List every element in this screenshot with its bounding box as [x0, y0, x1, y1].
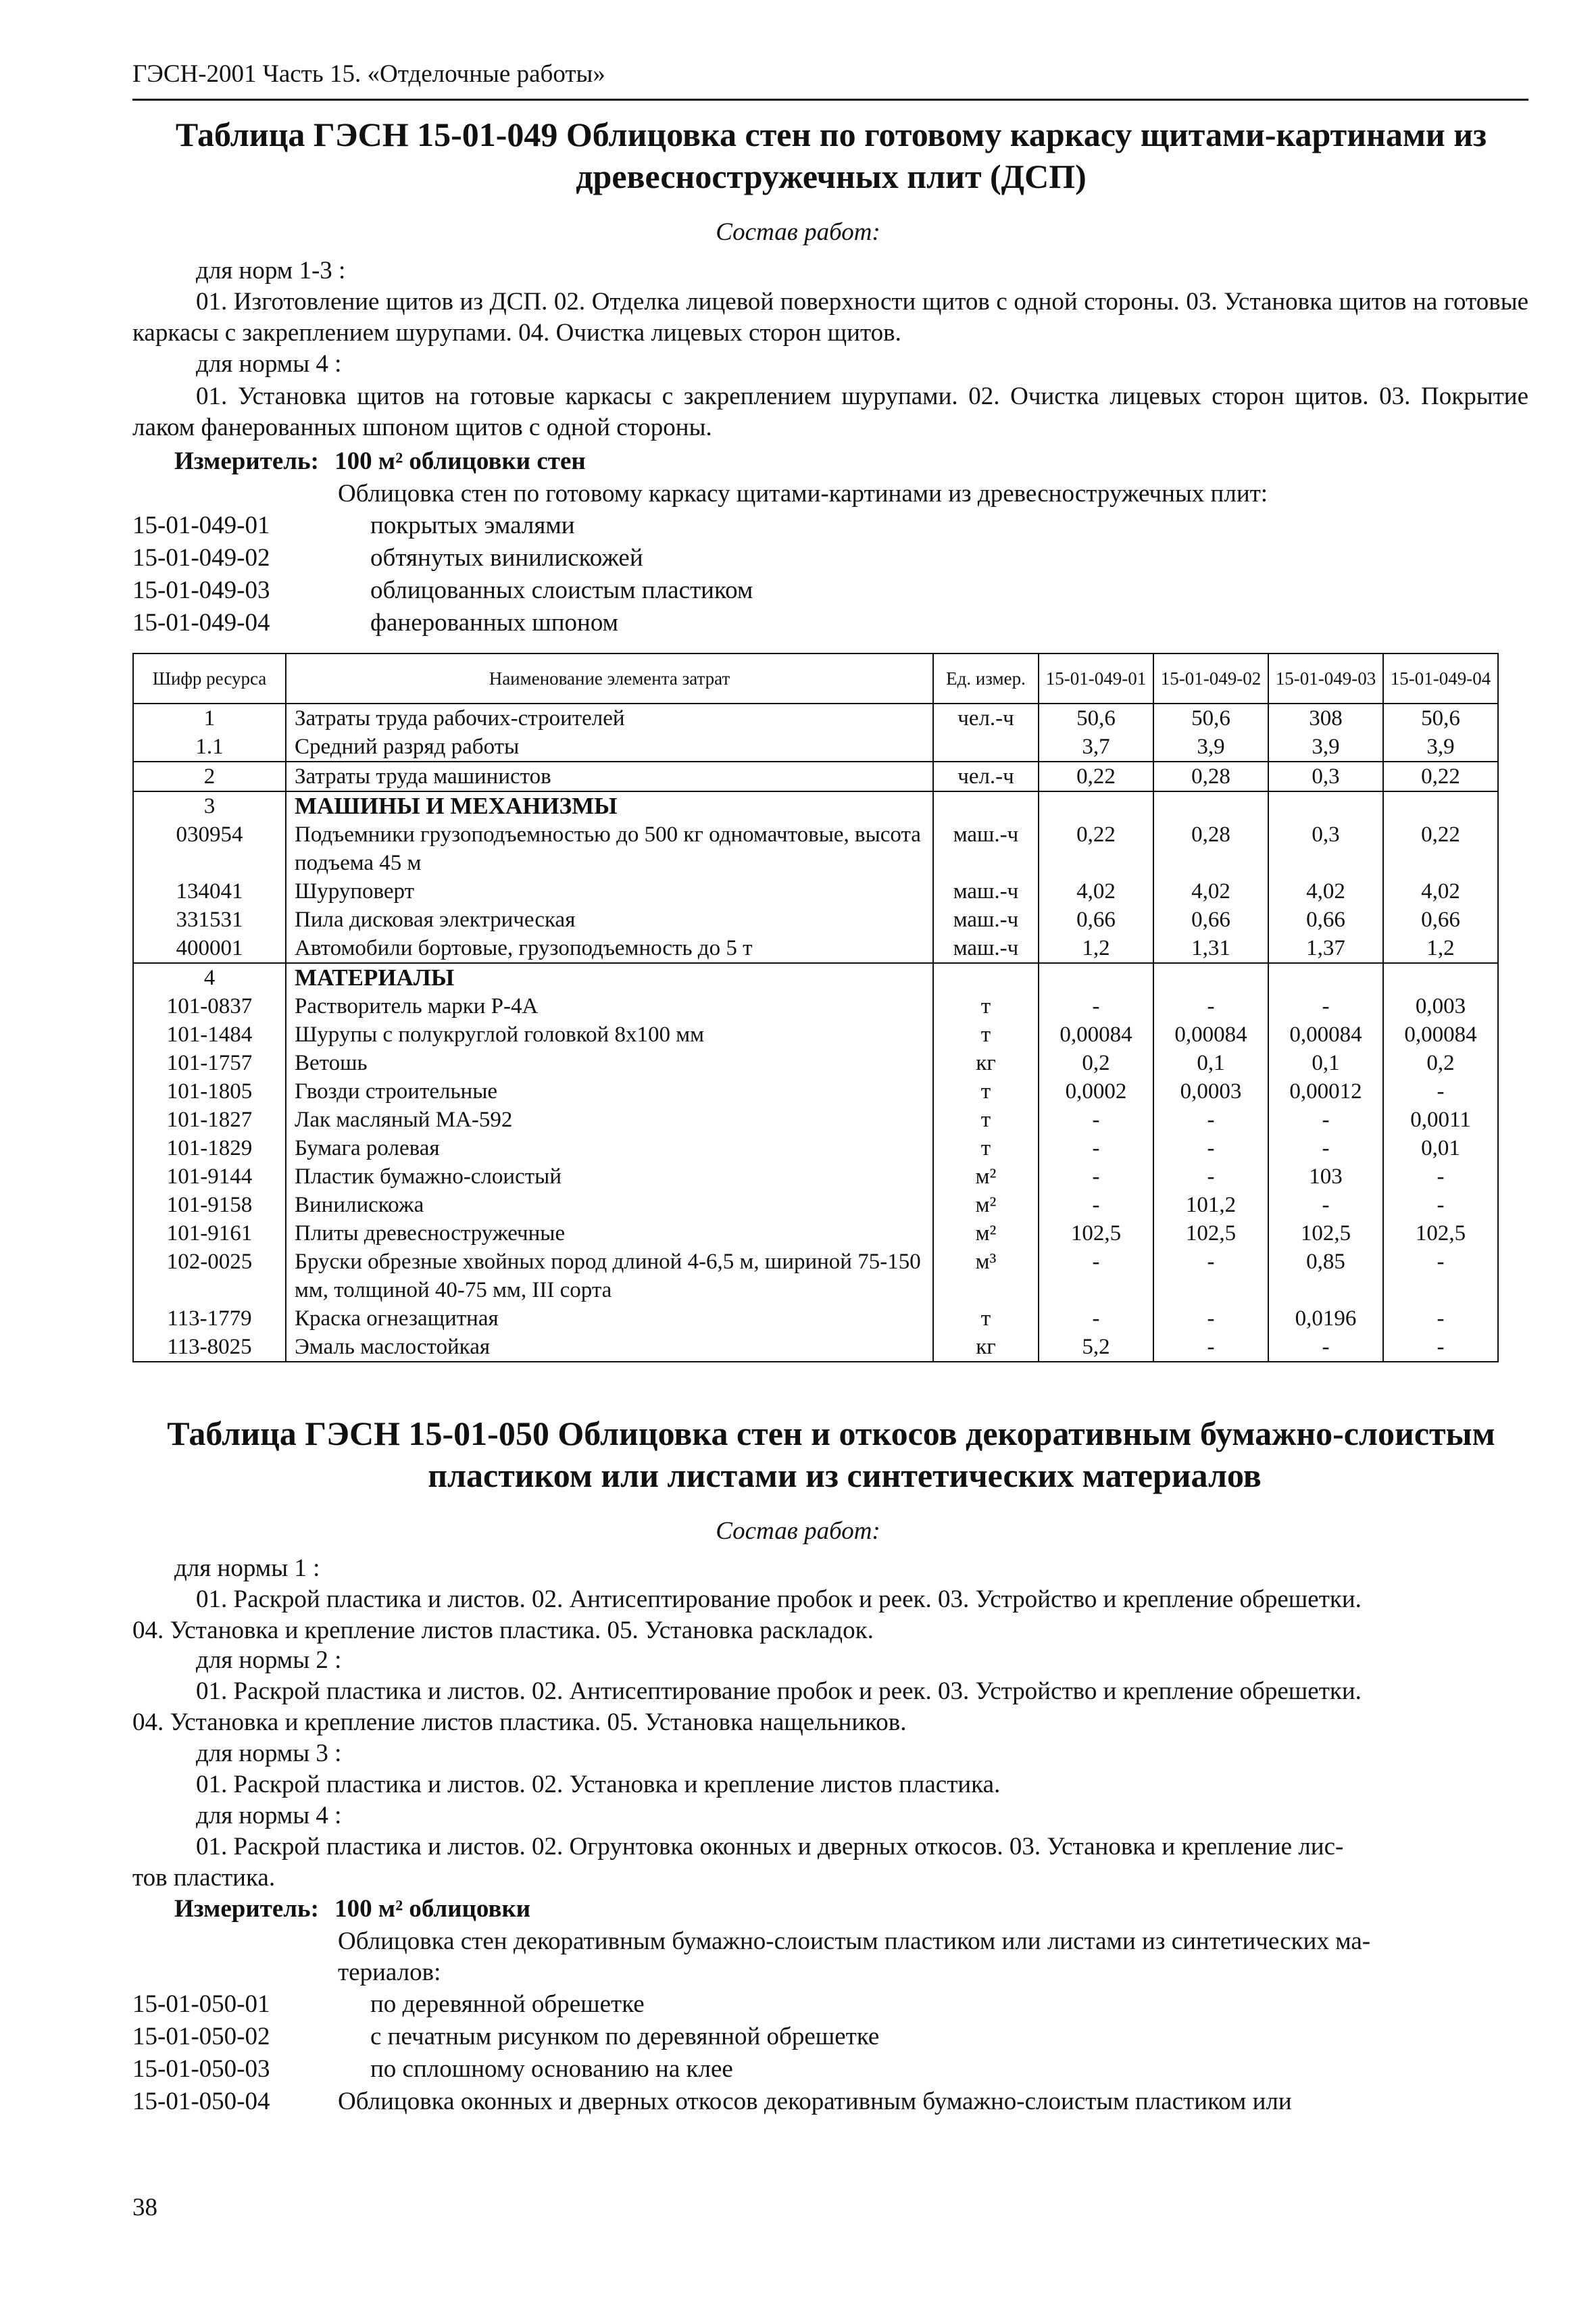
norm-description: облицованных слоистым пластиком: [370, 576, 753, 604]
table-050-title-line2: пластиком или листами из синтетических материалов: [428, 1456, 1262, 1494]
value-cell: 50,6: [1039, 704, 1153, 733]
sostav-rabot-label: Состав работ:: [716, 218, 880, 246]
norm-description: покрытых эмалями: [370, 512, 575, 539]
table-049-title-line1: Таблица ГЭСН 15-01-049 Облицовка стен по готовому каркасу щитами-картинами из: [175, 116, 1487, 153]
table-row: [133, 1077, 1498, 1106]
value-cell: 1,2: [1383, 934, 1498, 963]
value-cell: 0,003: [1383, 992, 1498, 1020]
value-cell: 0,0011: [1383, 1106, 1498, 1134]
table-050-title: [101, 1412, 1561, 1496]
norm-description: Облицовка оконных и дверных откосов декоративным бумажно-слоистым пластиком или: [338, 2088, 1292, 2115]
resource-name-cell: Гвозди строительные: [286, 1077, 933, 1106]
meter-label: Измеритель:: [174, 1895, 319, 1923]
table-050-title-line1: Таблица ГЭСН 15-01-050 Облицовка стен и откосов декоративным бумажно-слоистым: [167, 1414, 1495, 1452]
column-header: 15-01-049-01: [1039, 654, 1153, 704]
value-cell: 0,22: [1383, 762, 1498, 791]
resource-name-cell: Ветошь: [286, 1049, 933, 1077]
value-cell: 0,66: [1153, 906, 1268, 934]
value-cell: [1268, 963, 1383, 992]
value-cell: [1153, 963, 1268, 992]
column-header: 15-01-049-02: [1153, 654, 1268, 704]
table-row: [133, 934, 1498, 963]
value-cell: 4,02: [1383, 877, 1498, 906]
unit-cell: м²: [933, 1162, 1039, 1191]
page-number: 38: [132, 2194, 157, 2221]
norm-code: 15-01-049-02: [132, 544, 270, 572]
value-cell: 3,9: [1383, 733, 1498, 762]
norm-text: 01. Раскрой пластика и листов. 02. Антисептирование пробок и реек. 03. Устройство и крепление обрешетки.: [196, 1585, 1362, 1613]
codes-intro: Облицовка стен декоративным бумажно-слоистым пластиком или листами из синтетических ма-: [338, 1927, 1371, 1955]
value-cell: 0,66: [1383, 906, 1498, 934]
meter: [174, 446, 586, 477]
table-row: [133, 820, 1498, 877]
norm-text: 01. Раскрой пластика и листов. 02. Огрунтовка оконных и дверных откосов. 03. Установка и крепление лис-: [196, 1833, 1344, 1861]
value-cell: [1039, 791, 1153, 820]
resource-code-cell: 030954: [133, 820, 286, 877]
value-cell: -: [1039, 1106, 1153, 1134]
value-cell: 0,00012: [1268, 1077, 1383, 1106]
resource-name-cell: Винилискожа: [286, 1191, 933, 1219]
table-row: [133, 1162, 1498, 1191]
value-cell: 0,66: [1268, 906, 1383, 934]
resource-name-cell: Эмаль маслостойкая: [286, 1333, 933, 1362]
table-row: [133, 1020, 1498, 1049]
value-cell: 3,7: [1039, 733, 1153, 762]
unit-cell: маш.-ч: [933, 877, 1039, 906]
column-header: Ед. измер.: [933, 654, 1039, 704]
resource-code-cell: 101-1829: [133, 1134, 286, 1162]
table-row: [133, 877, 1498, 906]
unit-cell: т: [933, 992, 1039, 1020]
unit-cell: м²: [933, 1191, 1039, 1219]
value-cell: 0,0003: [1153, 1077, 1268, 1106]
value-cell: 0,01: [1383, 1134, 1498, 1162]
value-cell: 0,2: [1039, 1049, 1153, 1077]
resource-code-cell: 101-9161: [133, 1219, 286, 1248]
norm-label: для нормы 2 :: [196, 1646, 342, 1674]
column-header: 15-01-049-03: [1268, 654, 1383, 704]
norm-text: тов пластика.: [132, 1864, 276, 1892]
table-header-row: [133, 654, 1498, 704]
unit-cell: маш.-ч: [933, 934, 1039, 963]
value-cell: 1,31: [1153, 934, 1268, 963]
value-cell: -: [1383, 1248, 1498, 1304]
column-header: Наименование элемента затрат: [286, 654, 933, 704]
resource-code-cell: 3: [133, 791, 286, 820]
unit-cell: м³: [933, 1248, 1039, 1304]
resource-name-cell: Автомобили бортовые, грузоподъемность до 5 т: [286, 934, 933, 963]
value-cell: 0,3: [1268, 820, 1383, 877]
unit-cell: т: [933, 1304, 1039, 1333]
value-cell: 0,2: [1383, 1049, 1498, 1077]
norm-description: по сплошному основанию на клее: [370, 2055, 733, 2083]
resource-code-cell: 1: [133, 704, 286, 733]
section-row: [133, 791, 1498, 820]
value-cell: -: [1153, 1333, 1268, 1362]
value-cell: 0,28: [1153, 762, 1268, 791]
norm-text: 01. Раскрой пластика и листов. 02. Установка и крепление листов пластика.: [196, 1771, 1001, 1798]
norm-code: 15-01-050-04: [132, 2088, 270, 2115]
resource-code-cell: 102-0025: [133, 1248, 286, 1304]
value-cell: 50,6: [1383, 704, 1498, 733]
resources-table: [132, 653, 1499, 1362]
norm-text: 04. Установка и крепление листов пластика. 05. Установка раскладок.: [132, 1617, 874, 1644]
resource-name-cell: Подъемники грузоподъемностью до 500 кг одномачтовые, высота подъема 45 м: [286, 820, 933, 877]
value-cell: 4,02: [1268, 877, 1383, 906]
resource-name-cell: Бруски обрезные хвойных пород длиной 4-6,5 м, шириной 75-150 мм, толщиной 40-75 мм, III сорта: [286, 1248, 933, 1304]
table-row: [133, 704, 1498, 733]
value-cell: -: [1268, 1333, 1383, 1362]
value-cell: 102,5: [1153, 1219, 1268, 1248]
unit-cell: т: [933, 1134, 1039, 1162]
header-rule: [132, 99, 1528, 101]
meter-label: Измеритель:: [174, 447, 319, 475]
norm-description: обтянутых винилискожей: [370, 544, 643, 572]
meter: [174, 1894, 530, 1925]
norm-label: для нормы 1 :: [174, 1554, 320, 1582]
unit-cell: [933, 963, 1039, 992]
value-cell: -: [1383, 1162, 1498, 1191]
resource-code-cell: 1.1: [133, 733, 286, 762]
section-row: [133, 963, 1498, 992]
value-cell: 0,1: [1153, 1049, 1268, 1077]
resource-code-cell: 400001: [133, 934, 286, 963]
unit-cell: [933, 791, 1039, 820]
value-cell: -: [1268, 992, 1383, 1020]
table-row: [133, 762, 1498, 791]
table-row: [133, 906, 1498, 934]
value-cell: 0,0002: [1039, 1077, 1153, 1106]
value-cell: 4,02: [1153, 877, 1268, 906]
table-row: [133, 1191, 1498, 1219]
unit-cell: т: [933, 1020, 1039, 1049]
resource-code-cell: 101-1827: [133, 1106, 286, 1134]
value-cell: 0,0196: [1268, 1304, 1383, 1333]
value-cell: 1,2: [1039, 934, 1153, 963]
norm-label: для нормы 3 :: [196, 1740, 342, 1767]
norm-text: 01. Раскрой пластика и листов. 02. Антисептирование пробок и реек. 03. Устройство и крепление обрешетки.: [196, 1677, 1362, 1705]
resource-name-cell: Затраты труда рабочих-строителей: [286, 704, 933, 733]
table-row: [133, 1219, 1498, 1248]
norm-code: 15-01-049-04: [132, 609, 270, 637]
norm-code: 15-01-050-03: [132, 2055, 270, 2083]
table-049-title: [101, 114, 1561, 197]
resource-code-cell: 101-9144: [133, 1162, 286, 1191]
column-header: Шифр ресурса: [133, 654, 286, 704]
running-header: ГЭСН-2001 Часть 15. «Отделочные работы»: [132, 60, 605, 88]
resource-name-cell: Средний разряд работы: [286, 733, 933, 762]
value-cell: 0,00084: [1039, 1020, 1153, 1049]
norm-code: 15-01-049-01: [132, 512, 270, 539]
value-cell: -: [1268, 1134, 1383, 1162]
value-cell: -: [1153, 1106, 1268, 1134]
value-cell: 308: [1268, 704, 1383, 733]
unit-cell: [933, 733, 1039, 762]
table-row: [133, 1049, 1498, 1077]
sostav-rabot-label: Состав работ:: [716, 1517, 880, 1545]
codes-intro: Облицовка стен по готовому каркасу щитами-картинами из древесностружечных плит:: [338, 480, 1268, 508]
resource-name-cell: Пластик бумажно-слоистый: [286, 1162, 933, 1191]
value-cell: -: [1268, 1191, 1383, 1219]
value-cell: [1039, 963, 1153, 992]
unit-cell: т: [933, 1077, 1039, 1106]
norm-description: с печатным рисунком по деревянной обрешетке: [370, 2023, 880, 2050]
value-cell: [1268, 791, 1383, 820]
value-cell: -: [1153, 1162, 1268, 1191]
value-cell: 102,5: [1039, 1219, 1153, 1248]
unit-cell: маш.-ч: [933, 906, 1039, 934]
norm-description: фанерованных шпоном: [370, 609, 619, 637]
value-cell: 0,66: [1039, 906, 1153, 934]
table-row: [133, 1248, 1498, 1304]
resource-code-cell: 134041: [133, 877, 286, 906]
value-cell: -: [1383, 1333, 1498, 1362]
unit-cell: чел.-ч: [933, 704, 1039, 733]
table-row: [133, 1333, 1498, 1362]
resource-code-cell: 101-9158: [133, 1191, 286, 1219]
value-cell: 0,3: [1268, 762, 1383, 791]
value-cell: 0,22: [1383, 820, 1498, 877]
resource-name-cell: Шурупы с полукруглой головкой 8х100 мм: [286, 1020, 933, 1049]
unit-cell: м²: [933, 1219, 1039, 1248]
value-cell: [1383, 791, 1498, 820]
resource-name-cell: Шуруповерт: [286, 877, 933, 906]
value-cell: 1,37: [1268, 934, 1383, 963]
norm-description: по деревянной обрешетке: [370, 1990, 645, 2018]
unit-cell: маш.-ч: [933, 820, 1039, 877]
table-row: [133, 992, 1498, 1020]
resource-name-cell: Бумага ролевая: [286, 1134, 933, 1162]
value-cell: 5,2: [1039, 1333, 1153, 1362]
value-cell: 3,9: [1268, 733, 1383, 762]
resource-code-cell: 113-8025: [133, 1333, 286, 1362]
value-cell: 0,00084: [1153, 1020, 1268, 1049]
value-cell: [1153, 791, 1268, 820]
value-cell: -: [1153, 1304, 1268, 1333]
resource-name-cell: МАТЕРИАЛЫ: [286, 963, 933, 992]
resource-name-cell: Краска огнезащитная: [286, 1304, 933, 1333]
norm-text: 04. Установка и крепление листов пластика. 05. Установка нащельников.: [132, 1708, 907, 1736]
value-cell: -: [1153, 1134, 1268, 1162]
resource-name-cell: Затраты труда машинистов: [286, 762, 933, 791]
unit-cell: кг: [933, 1333, 1039, 1362]
value-cell: -: [1383, 1191, 1498, 1219]
norm-code: 15-01-049-03: [132, 576, 270, 604]
value-cell: 0,28: [1153, 820, 1268, 877]
norm-text: 01. Изготовление щитов из ДСП. 02. Отделка лицевой поверхности щитов с одной стороны. 03. Установка щитов на готовые каркасы с закреплением шурупами. 04. Очистка лицевых сторон щитов.: [132, 288, 1528, 347]
value-cell: -: [1039, 992, 1153, 1020]
resource-code-cell: 101-1484: [133, 1020, 286, 1049]
value-cell: 0,1: [1268, 1049, 1383, 1077]
value-cell: 103: [1268, 1162, 1383, 1191]
resource-code-cell: 331531: [133, 906, 286, 934]
value-cell: 102,5: [1268, 1219, 1383, 1248]
resource-code-cell: 101-0837: [133, 992, 286, 1020]
resource-name-cell: Растворитель марки Р-4А: [286, 992, 933, 1020]
value-cell: -: [1153, 1248, 1268, 1304]
resource-code-cell: 113-1779: [133, 1304, 286, 1333]
value-cell: 0,22: [1039, 762, 1153, 791]
column-header: 15-01-049-04: [1383, 654, 1498, 704]
value-cell: 101,2: [1153, 1191, 1268, 1219]
norm-label: для нормы 4 :: [196, 350, 342, 378]
meter-value: 100 м² облицовки: [334, 1895, 531, 1923]
value-cell: 102,5: [1383, 1219, 1498, 1248]
norm-label: для норм 1-3 :: [196, 257, 346, 285]
unit-cell: т: [933, 1106, 1039, 1134]
value-cell: 0,00084: [1383, 1020, 1498, 1049]
value-cell: -: [1383, 1077, 1498, 1106]
unit-cell: чел.-ч: [933, 762, 1039, 791]
norm-label: для нормы 4 :: [196, 1802, 342, 1829]
value-cell: -: [1268, 1106, 1383, 1134]
resource-name-cell: МАШИНЫ И МЕХАНИЗМЫ: [286, 791, 933, 820]
value-cell: 0,00084: [1268, 1020, 1383, 1049]
table-row: [133, 1134, 1498, 1162]
table-row: [133, 1304, 1498, 1333]
norm-code: 15-01-050-02: [132, 2023, 270, 2050]
codes-intro: териалов:: [338, 1959, 441, 1986]
value-cell: -: [1039, 1304, 1153, 1333]
value-cell: 0,22: [1039, 820, 1153, 877]
value-cell: -: [1153, 992, 1268, 1020]
value-cell: 50,6: [1153, 704, 1268, 733]
value-cell: -: [1039, 1248, 1153, 1304]
table-body: [133, 704, 1498, 1362]
norm-code: 15-01-050-01: [132, 1990, 270, 2018]
resource-name-cell: Плиты древесностружечные: [286, 1219, 933, 1248]
value-cell: -: [1039, 1191, 1153, 1219]
unit-cell: кг: [933, 1049, 1039, 1077]
resource-code-cell: 101-1805: [133, 1077, 286, 1106]
table-row: [133, 733, 1498, 762]
value-cell: -: [1039, 1134, 1153, 1162]
meter-value: 100 м² облицовки стен: [334, 447, 586, 475]
resource-name-cell: Пила дисковая электрическая: [286, 906, 933, 934]
value-cell: 3,9: [1153, 733, 1268, 762]
table-049-title-line2: древесностружечных плит (ДСП): [576, 157, 1087, 195]
resource-code-cell: 101-1757: [133, 1049, 286, 1077]
resource-name-cell: Лак масляный МА-592: [286, 1106, 933, 1134]
resource-code-cell: 4: [133, 963, 286, 992]
table-row: [133, 1106, 1498, 1134]
norm-text: 01. Установка щитов на готовые каркасы с закреплением шурупами. 02. Очистка лицевых сторон щитов. 03. Покрытие лаком фанерованных шпоном щитов с одной стороны.: [132, 383, 1528, 441]
resource-code-cell: 2: [133, 762, 286, 791]
value-cell: -: [1383, 1304, 1498, 1333]
value-cell: 0,85: [1268, 1248, 1383, 1304]
value-cell: 4,02: [1039, 877, 1153, 906]
value-cell: -: [1039, 1162, 1153, 1191]
value-cell: [1383, 963, 1498, 992]
